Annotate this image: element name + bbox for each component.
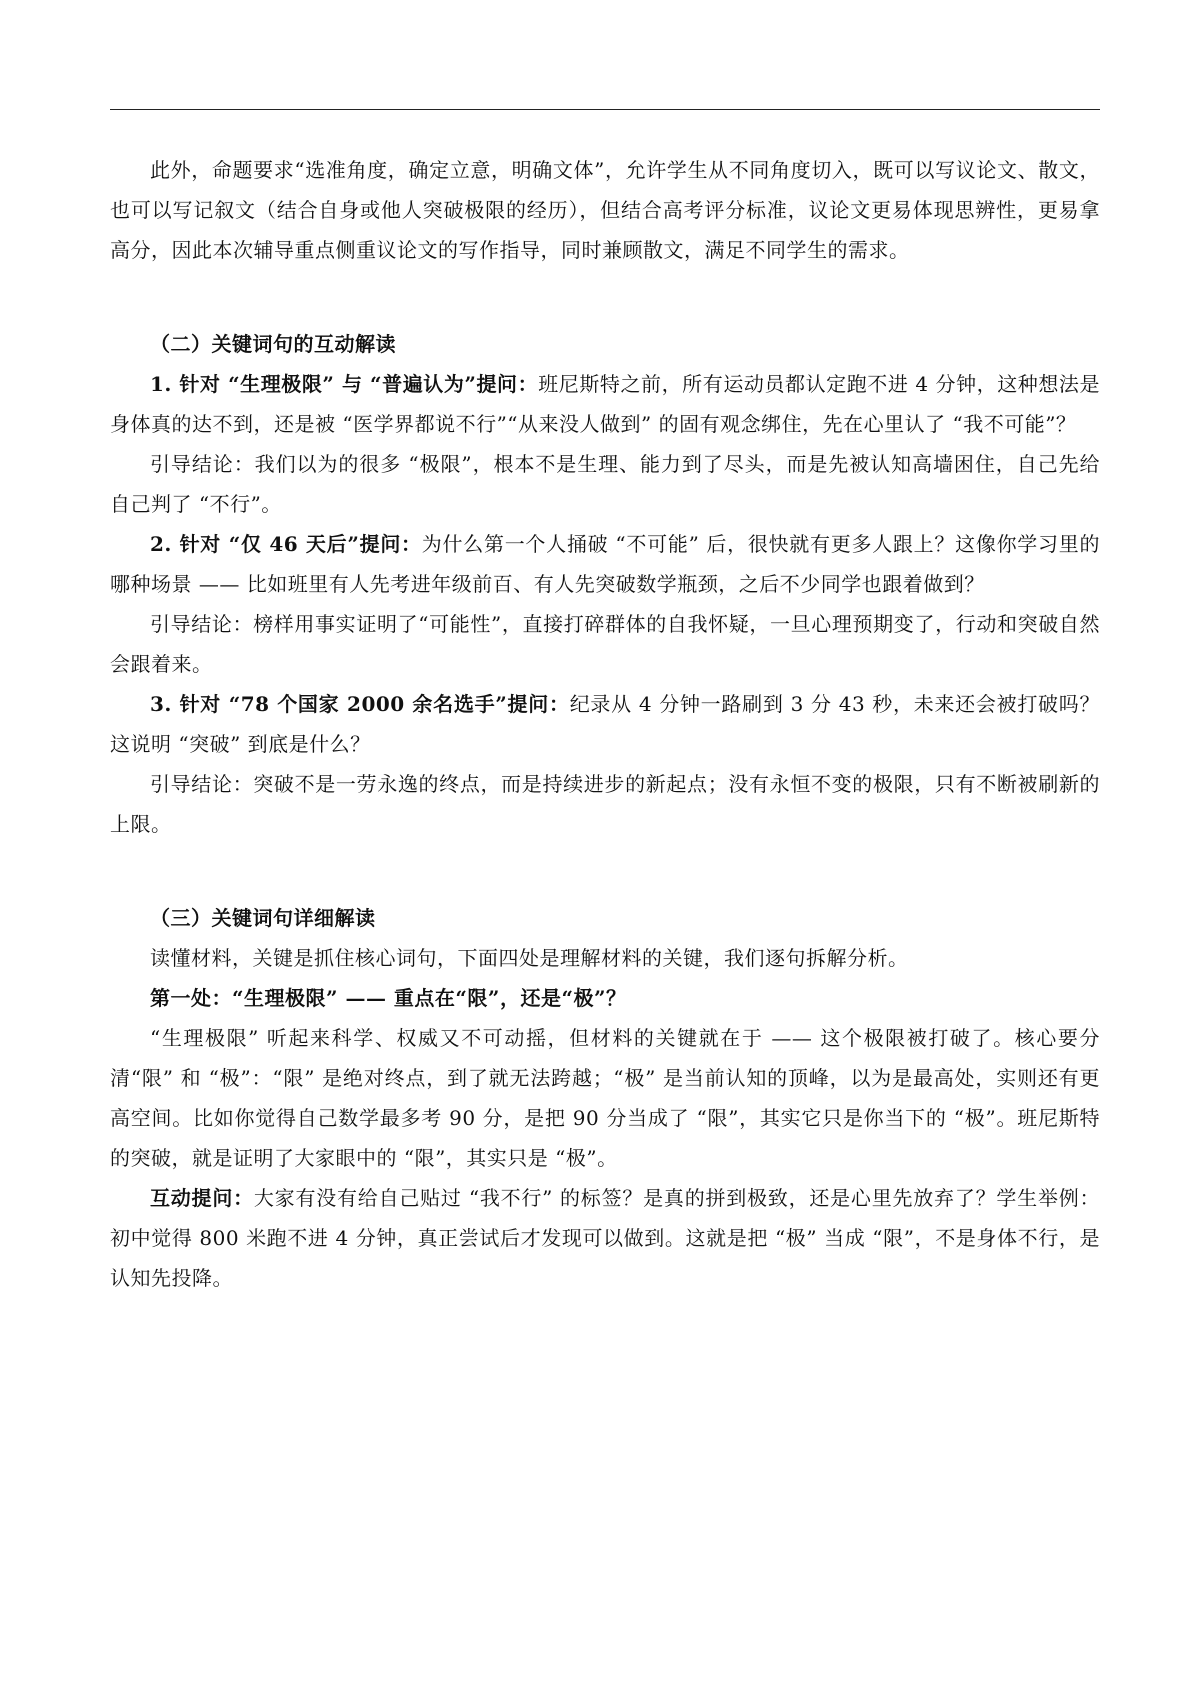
section-3-intro: 读懂材料，关键是抓住核心词句，下面四处是理解材料的关键，我们逐句拆解分析。 [150, 946, 909, 970]
question-2-conclusion: 引导结论：榜样用事实证明了“可能性”，直接打碎群体的自我怀疑，一旦心理预期变了，行动和突破自然会跟着来。 [110, 612, 1100, 676]
question-3-conclusion: 引导结论：突破不是一劳永逸的终点，而是持续进步的新起点；没有永恒不变的极限，只有不断被刷新的上限。 [110, 772, 1100, 836]
question-3 [110, 684, 1100, 764]
question-1-conclusion: 引导结论：我们以为的很多 “极限”，根本不是生理、能力到了尽头，而是先被认知高墙困住，自己先给自己判了 “不行”。 [110, 452, 1100, 516]
question-2-lead: 2. 针对 “仅 46 天后”提问： [150, 532, 422, 556]
document-body [110, 150, 1100, 1298]
question-2 [110, 524, 1100, 604]
section-heading-3: （三）关键词句详细解读 [150, 906, 376, 930]
intro-paragraph: 此外，命题要求“选准角度，确定立意，明确文体”，允许学生从不同角度切入，既可以写议论文、散文，也可以写记叙文（结合自身或他人突破极限的经历），但结合高考评分标准，议论文更易体现思辨性，更易拿高分，因此本次辅导重点侧重议论文的写作指导，同时兼顾散文，满足不同学生的需求。 [110, 158, 1100, 262]
point-1-heading: 第一处：“生理极限” —— 重点在“限”，还是“极”？ [150, 986, 627, 1010]
question-1 [110, 364, 1100, 444]
question-3-text: 纪录从 4 分钟一路刷到 3 分 43 秒，未来还会被打破吗？这说明 “突破” 到底是什么？ [110, 692, 1100, 756]
section-heading-2: （二）关键词句的互动解读 [150, 332, 396, 356]
interactive-question-lead: 互动提问： [150, 1186, 254, 1210]
interactive-question [110, 1178, 1100, 1298]
question-2-text: 为什么第一个人捅破 “不可能” 后，很快就有更多人跟上？这像你学习里的哪种场景 —— 比如班里有人先考进年级前百、有人先突破数学瓶颈，之后不少同学也跟着做到？ [110, 532, 1100, 596]
question-1-text: 班尼斯特之前，所有运动员都认定跑不进 4 分钟，这种想法是身体真的达不到，还是被 “医学界都说不行”“从来没人做到” 的固有观念绑住，先在心里认了 “我不可能”？ [110, 372, 1100, 436]
interactive-question-text: 大家有没有给自己贴过 “我不行” 的标签？是真的拼到极致，还是心里先放弃了？学生举例：初中觉得 800 米跑不进 4 分钟，真正尝试后才发现可以做到。这就是把 “极” 当成 “限”，不是身体不行，是认知先投降。 [110, 1186, 1101, 1290]
point-1-text: “生理极限” 听起来科学、权威又不可动摇，但材料的关键就在于 —— 这个极限被打破了。核心要分清“限” 和 “极”：“限” 是绝对终点，到了就无法跨越；“极” 是当前认知的顶峰，以为是最高处，实则还有更高空间。比如你觉得自己数学最多考 90 分，是把 90 分当成了 “限”，其实它只是你当下的 “极”。班尼斯特的突破，就是证明了大家眼中的 “限”，其实只是 “极”。 [110, 1026, 1100, 1170]
header-rule [110, 109, 1100, 110]
question-1-lead: 1. 针对 “生理极限” 与 “普遍认为”提问： [150, 372, 539, 396]
question-3-lead: 3. 针对 “78 个国家 2000 余名选手”提问： [150, 692, 570, 716]
